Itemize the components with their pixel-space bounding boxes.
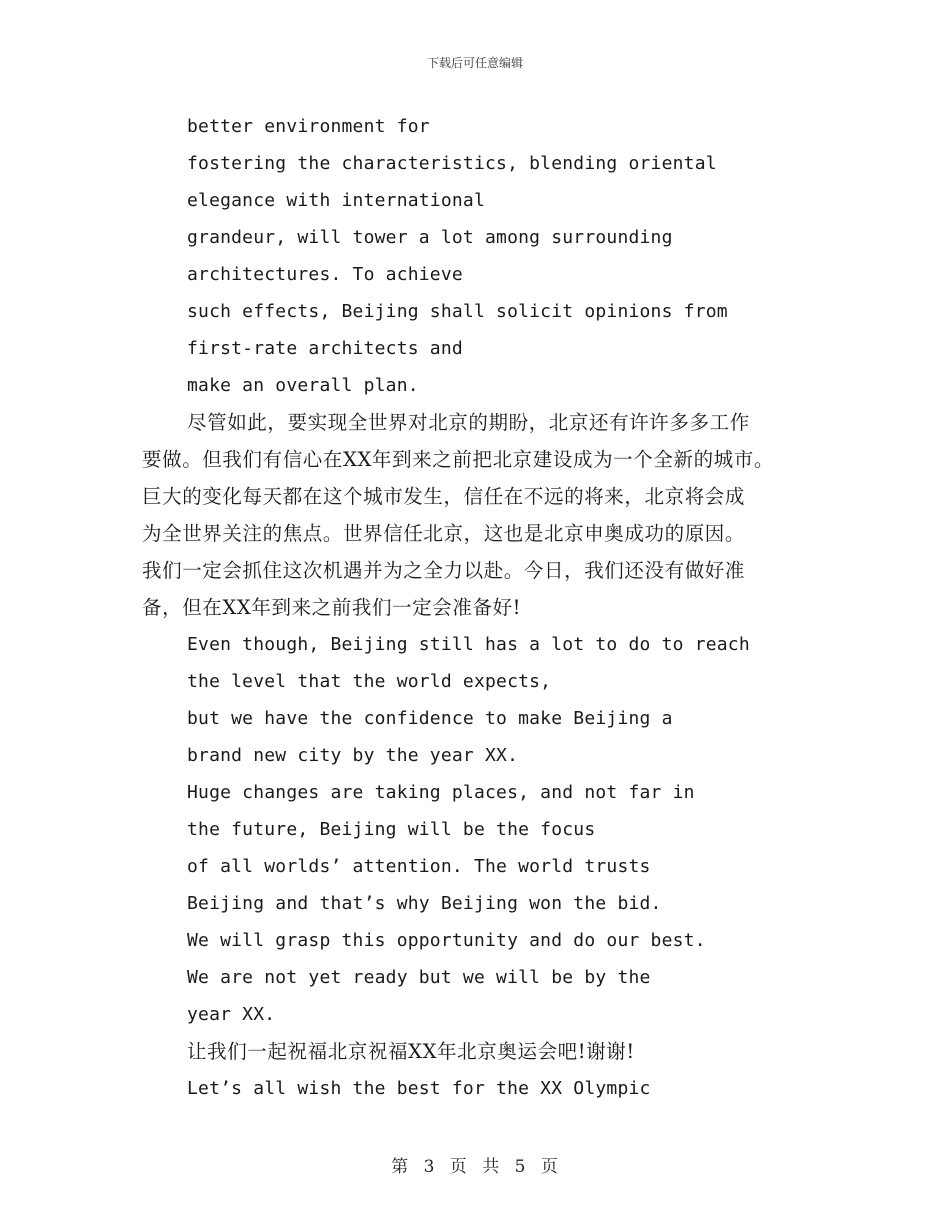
text-line: Let’s all wish the best for the XX Olympic — [187, 1078, 651, 1099]
text-line: 要做。但我们有信心在XX年到来之前把北京建设成为一个全新的城市。 — [142, 448, 774, 471]
text-line: grandeur, will tower a lot among surrounding — [187, 227, 673, 248]
page-word: 页 — [449, 1157, 468, 1177]
text-line: 巨大的变化每天都在这个城市发生，信任在不远的将来，北京将会成 — [142, 485, 746, 508]
text-line: We are not yet ready but we will be by the — [187, 967, 651, 988]
current-page-number: 3 — [423, 1157, 436, 1177]
text-line: of all worlds’ attention. The world trusts — [187, 856, 651, 877]
text-line: such effects, Beijing shall solicit opinions from — [187, 301, 728, 322]
text-line: make an overall plan. — [187, 375, 419, 396]
text-line: 备，但在XX年到来之前我们一定会准备好! — [142, 596, 522, 619]
text-line: fostering the characteristics, blending oriental — [187, 153, 717, 174]
text-line: We will grasp this opportunity and do our best. — [187, 930, 706, 951]
text-line: 为全世界关注的焦点。世界信任北京，这也是北京申奥成功的原因。 — [142, 522, 746, 545]
text-line: brand new city by the year XX. — [187, 745, 519, 766]
text-line: Beijing and that’s why Beijing won the bid. — [187, 893, 662, 914]
text-line: architectures. To achieve — [187, 264, 463, 285]
text-line: first-rate architects and — [187, 338, 463, 359]
text-line: year XX. — [187, 1004, 276, 1025]
total-word: 共 — [482, 1157, 501, 1177]
text-line: 尽管如此，要实现全世界对北京的期盼，北京还有许许多多工作 — [187, 411, 750, 434]
text-line: the future, Beijing will be the focus — [187, 819, 596, 840]
text-line: 我们一定会抓住这次机遇并为之全力以赴。今日，我们还没有做好准 — [142, 559, 746, 582]
text-line: Even though, Beijing still has a lot to do to reach — [187, 634, 750, 655]
text-line: elegance with international — [187, 190, 485, 211]
header-note: 下载后可任意编辑 — [426, 56, 523, 70]
text-line: Huge changes are taking places, and not far in — [187, 782, 695, 803]
text-line: the level that the world expects, — [187, 671, 552, 692]
page-suffix: 页 — [540, 1157, 559, 1177]
page-prefix: 第 — [391, 1157, 410, 1177]
text-line: but we have the confidence to make Beijing a — [187, 708, 673, 729]
text-line: better environment for — [187, 116, 430, 137]
text-line: 让我们一起祝福北京祝福XX年北京奥运会吧!谢谢! — [187, 1040, 635, 1063]
total-page-number: 5 — [514, 1157, 527, 1177]
page-number-footer — [0, 1152, 950, 1177]
document-body — [142, 108, 822, 1107]
